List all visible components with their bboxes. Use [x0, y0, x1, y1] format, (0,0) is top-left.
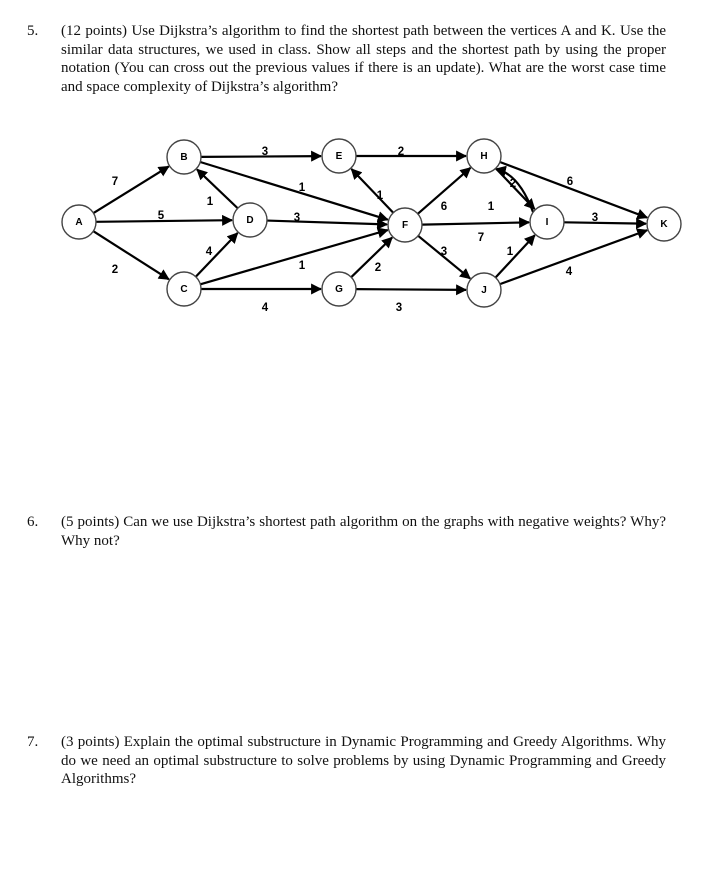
- node-h: [467, 139, 501, 173]
- edge-a-c: [93, 231, 168, 279]
- node-b: [167, 140, 201, 174]
- node-label: G: [335, 284, 343, 296]
- question-7: 7. (3 points) Explain the optimal substructure in Dynamic Programming and Greedy Algorithms. Why do we need an optimal substructure to solve problems by using Dynamic Programming and Greedy Algorithms?: [27, 734, 666, 787]
- edge-d-b: [197, 169, 238, 208]
- question-text: (5 points) Can we use Dijkstra’s shortest path algorithm on the graphs with negative weights? Why? Why not?: [61, 514, 666, 549]
- edge-c-d: [196, 233, 238, 277]
- edge-weight-label: 5: [157, 210, 165, 223]
- edge-weight-label: 1: [206, 196, 214, 209]
- edge-weight-label: 3: [293, 212, 301, 225]
- node-e: [322, 139, 356, 173]
- edge-i-k: [564, 222, 646, 223]
- node-c: [167, 272, 201, 306]
- edge-f-e: [351, 169, 393, 213]
- node-label: K: [660, 219, 668, 231]
- node-label: E: [335, 151, 343, 163]
- edge-c-f: [200, 230, 387, 284]
- node-label: B: [180, 152, 188, 164]
- edge-weight-label: 2: [397, 146, 405, 159]
- node-f: [388, 208, 422, 242]
- edge-weight-label: 6: [566, 176, 574, 189]
- edge-weight-label: 4: [565, 266, 573, 279]
- edge-weight-label: 6: [440, 201, 448, 214]
- node-label: I: [545, 217, 549, 229]
- edge-weight-label: 3: [261, 146, 269, 159]
- edge-weight-label: 2: [111, 264, 119, 277]
- node-i: [530, 205, 564, 239]
- dijkstra-graph: [0, 120, 718, 320]
- edge-weight-label: 2: [374, 262, 382, 275]
- node-label: C: [180, 284, 188, 296]
- edge-weight-label: 1: [298, 182, 306, 195]
- edge-g-j: [356, 289, 466, 290]
- question-6: 6. (5 points) Can we use Dijkstra’s shortest path algorithm on the graphs with negative weights? Why? Why not?: [27, 514, 666, 549]
- edge-weight-label: 7: [477, 232, 485, 245]
- edge-f-i: [422, 222, 529, 224]
- edge-weight-label: 7: [111, 176, 119, 189]
- edge-weight-label: 3: [395, 302, 403, 315]
- edge-weight-label: 1: [487, 201, 495, 214]
- node-k: [647, 207, 681, 241]
- node-label: F: [401, 220, 409, 232]
- question-5: 5. (12 points) Use Dijkstra’s algorithm to find the shortest path between the vertices A and K. Use the similar data structures, we used in class. Show all steps and the shortest path by using the proper notation (You can cross out the previous values if there is an update). What are the worst case time and space complexity of Dijkstra’s algorithm?: [27, 23, 666, 95]
- node-label: D: [246, 215, 254, 227]
- node-a: [62, 205, 96, 239]
- edge-weight-label: 3: [591, 212, 599, 225]
- edge-j-k: [500, 230, 647, 284]
- node-j: [467, 273, 501, 307]
- edge-weight-label: 2: [509, 178, 517, 191]
- node-g: [322, 272, 356, 306]
- question-text: (12 points) Use Dijkstra’s algorithm to find the shortest path between the vertices A and K. Use the similar data structures, we used in class. Show all steps and the shortest path by using the proper notation (You can cross out the previous values if there is an update). What are the worst case time and space complexity of Dijkstra’s algorithm?: [61, 23, 666, 95]
- edge-weight-label: 3: [440, 246, 448, 259]
- edge-weight-label: 1: [376, 190, 384, 203]
- node-label: A: [75, 217, 83, 229]
- edge-a-b: [93, 166, 168, 213]
- edge-d-f: [267, 221, 387, 225]
- question-text: (3 points) Explain the optimal substructure in Dynamic Programming and Greedy Algorithms. Why do we need an optimal substructure to solve problems by using Dynamic Programming and Greedy Algorithms?: [61, 734, 666, 787]
- edge-weight-label: 4: [205, 246, 213, 259]
- node-label: H: [480, 151, 488, 163]
- edge-weight-label: 1: [298, 260, 306, 273]
- edge-j-i: [496, 235, 535, 277]
- edge-weight-label: 1: [506, 246, 514, 259]
- node-label: J: [481, 285, 487, 297]
- edge-weight-label: 4: [261, 302, 269, 315]
- node-d: [233, 203, 267, 237]
- edge-g-f: [351, 238, 392, 278]
